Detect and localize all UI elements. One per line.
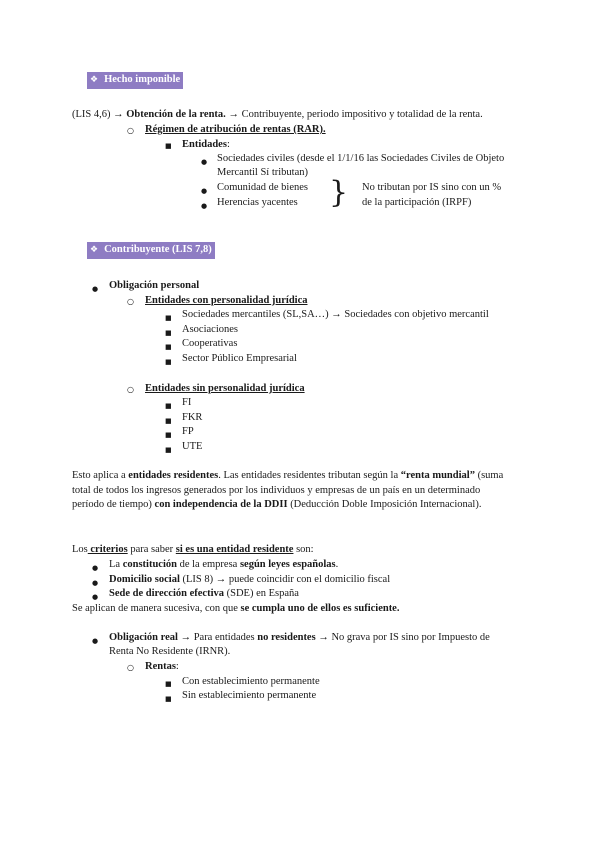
square-bullet-icon: ■ bbox=[165, 343, 172, 351]
diamond-bullet-icon: ❖ bbox=[90, 75, 99, 85]
text: . Las entidades residentes tributan según la bbox=[218, 470, 401, 481]
list-item: Sociedades mercantiles (SL,SA…) → Sociedades con objetivo mercantil bbox=[182, 309, 489, 320]
square-bullet-icon: ■ bbox=[165, 417, 172, 425]
list-item: FI bbox=[182, 397, 192, 408]
list-item: Comunidad de bienes bbox=[217, 182, 308, 193]
disc-bullet-icon: ● bbox=[92, 285, 99, 293]
section-heading-contribuyente bbox=[87, 242, 215, 259]
entidades-label bbox=[182, 138, 230, 153]
text-bold: con independencia de la DDII bbox=[154, 499, 288, 510]
heading-text: Contribuyente (LIS 7,8) bbox=[104, 244, 212, 255]
square-bullet-icon: ■ bbox=[165, 446, 172, 454]
list-item-continued: Mercantil Sí tributan) bbox=[217, 167, 308, 178]
circle-bullet-icon: ○ bbox=[127, 126, 134, 135]
list-item: FP bbox=[182, 426, 194, 437]
obligacion-personal: Obligación personal bbox=[109, 280, 200, 291]
text-bold: Obligación real bbox=[109, 632, 178, 643]
lis-46-line bbox=[72, 108, 483, 123]
text-bold-underline: criterios bbox=[87, 544, 128, 555]
list-item: Sector Público Empresarial bbox=[182, 353, 297, 364]
brace-note-line2: de la participación (IRPF) bbox=[362, 197, 472, 208]
square-bullet-icon: ■ bbox=[165, 431, 172, 439]
circle-bullet-icon: ○ bbox=[127, 385, 134, 394]
criterio-item bbox=[109, 573, 390, 588]
disc-bullet-icon: ● bbox=[92, 593, 99, 601]
text: (Deducción Doble Imposición Internacional). bbox=[287, 499, 482, 510]
text-bold: según leyes españolas bbox=[239, 559, 336, 570]
circle-bullet-icon: ○ bbox=[127, 297, 134, 306]
rentas-label-text: Rentas bbox=[145, 661, 176, 672]
text: Esto aplica a bbox=[72, 470, 129, 481]
curly-brace-icon: } bbox=[329, 175, 349, 210]
list-item: Sociedades civiles (desde el 1/1/16 las Sociedades Civiles de Objeto bbox=[217, 153, 505, 164]
text: (SDE) en España bbox=[223, 588, 299, 599]
text: . bbox=[335, 559, 339, 570]
square-bullet-icon: ■ bbox=[165, 695, 172, 703]
obligacion-real-line bbox=[109, 631, 490, 646]
text: (suma total de todos los ingresos generados por los individuos y empresas de un país en un determinado período de tiempo) bbox=[72, 470, 504, 510]
section-heading-hecho-imponible bbox=[87, 72, 183, 89]
text: Los bbox=[72, 544, 88, 555]
text-bold: se cumpla uno de ellos es suficiente. bbox=[240, 603, 400, 614]
sin-personalidad-title: Entidades sin personalidad jurídica bbox=[145, 383, 305, 394]
disc-bullet-icon: ● bbox=[201, 158, 208, 166]
disc-bullet-icon: ● bbox=[92, 637, 99, 645]
disc-bullet-icon: ● bbox=[92, 579, 99, 587]
disc-bullet-icon: ● bbox=[201, 202, 208, 210]
list-item: UTE bbox=[182, 441, 203, 452]
criterio-item bbox=[109, 558, 338, 573]
disc-bullet-icon: ● bbox=[201, 187, 208, 195]
rar-title: Régimen de atribución de rentas (RAR). bbox=[145, 124, 326, 135]
text: Se aplican de manera sucesiva, con que bbox=[72, 603, 241, 614]
text: → Para entidades bbox=[177, 632, 258, 643]
sucesiva-line bbox=[72, 602, 399, 617]
residentes-paragraph bbox=[72, 469, 512, 513]
list-item: Cooperativas bbox=[182, 338, 238, 349]
list-item: Asociaciones bbox=[182, 324, 238, 335]
entidades-colon: : bbox=[226, 139, 230, 150]
square-bullet-icon: ■ bbox=[165, 329, 172, 337]
text-bold: Domicilio social bbox=[109, 574, 180, 585]
brace-note-line1: No tributan por IS sino con un % bbox=[362, 182, 502, 193]
text-pre: (LIS 4,6) → bbox=[72, 109, 127, 120]
entidades-label-text: Entidades bbox=[182, 139, 227, 150]
list-item: FKR bbox=[182, 412, 203, 423]
text-bold-underline: si es una entidad residente bbox=[175, 544, 294, 555]
text-bold: “renta mundial” bbox=[400, 470, 475, 481]
text-bold: entidades residentes bbox=[128, 470, 219, 481]
text: son: bbox=[293, 544, 314, 555]
con-personalidad-title: Entidades con personalidad jurídica bbox=[145, 295, 308, 306]
text: La bbox=[109, 559, 123, 570]
text-bold: Obtención de la renta. bbox=[126, 109, 226, 120]
circle-bullet-icon: ○ bbox=[127, 663, 134, 672]
disc-bullet-icon: ● bbox=[92, 564, 99, 572]
criterio-item bbox=[109, 587, 299, 602]
list-item: Con establecimiento permanente bbox=[182, 676, 320, 687]
text-bold: Sede de dirección efectiva bbox=[109, 588, 224, 599]
list-item: Herencias yacentes bbox=[217, 197, 298, 208]
criterios-intro bbox=[72, 543, 314, 558]
obligacion-real-line2: Renta No Residente (IRNR). bbox=[109, 646, 231, 657]
heading-text: Hecho imponible bbox=[104, 74, 181, 85]
square-bullet-icon: ■ bbox=[165, 402, 172, 410]
text: de la empresa bbox=[176, 559, 240, 570]
text: → No grava por IS sino por Impuesto de bbox=[315, 632, 490, 643]
rentas-colon: : bbox=[175, 661, 179, 672]
square-bullet-icon: ■ bbox=[165, 314, 172, 322]
square-bullet-icon: ■ bbox=[165, 142, 172, 150]
diamond-bullet-icon: ❖ bbox=[90, 245, 99, 255]
text-post: → Contribuyente, periodo impositivo y totalidad de la renta. bbox=[225, 109, 483, 120]
rentas-label bbox=[145, 660, 179, 675]
text-bold: constitución bbox=[122, 559, 177, 570]
text-bold: no residentes bbox=[257, 632, 316, 643]
square-bullet-icon: ■ bbox=[165, 680, 172, 688]
square-bullet-icon: ■ bbox=[165, 358, 172, 366]
list-item: Sin establecimiento permanente bbox=[182, 690, 317, 701]
text: para saber bbox=[127, 544, 176, 555]
text: (LIS 8) → puede coincidir con el domicilio fiscal bbox=[179, 574, 391, 585]
